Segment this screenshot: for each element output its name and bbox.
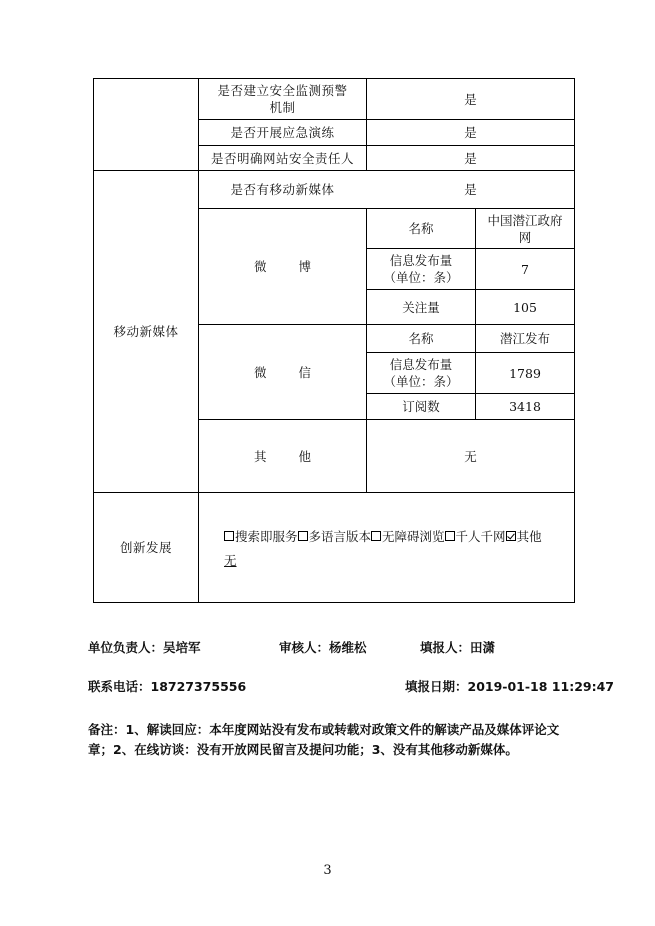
emergency-drill-value: 是: [464, 125, 477, 140]
emergency-drill-label: 是否开展应急演练: [230, 125, 335, 140]
security-monitoring-label: 是否建立安全监测预警机制: [217, 83, 348, 115]
wechat-subscribers-label: 订阅数: [402, 399, 440, 414]
option-personalized: 千人千网: [455, 529, 506, 544]
option-other: 其他: [516, 529, 542, 544]
weibo-label: 微 博: [254, 259, 325, 274]
innovation-section-label: 创新发展: [119, 540, 172, 555]
innovation-options: [224, 527, 542, 545]
weibo-name-value: 中国潜江政府网: [487, 212, 563, 245]
wechat-name-label: 名称: [408, 331, 434, 346]
innovation-other-value: 无: [224, 553, 237, 568]
weibo-name-label: 名称: [408, 221, 434, 236]
other-media-value: 无: [464, 448, 477, 464]
other-media-label: 其 他: [254, 448, 325, 464]
has-mobile-media-value: 是: [464, 182, 477, 197]
weibo-followers-value: 105: [513, 299, 537, 315]
wechat-posts-label: 信息发布量（单位：条）: [383, 357, 459, 389]
wechat-label: 微 信: [254, 364, 325, 380]
filler: 填报人：田潇: [420, 640, 496, 655]
has-mobile-media-label: 是否有移动新媒体: [230, 182, 335, 197]
option-multilingual: 多语言版本: [308, 529, 372, 544]
checkbox-other[interactable]: [506, 531, 516, 541]
wechat-name-value: 潜江发布: [499, 331, 550, 346]
wechat-subscribers-value: 3418: [509, 399, 541, 414]
unit-head: 单位负责人：吴培军: [88, 640, 201, 655]
remarks-note: 备注：1、解读回应：本年度网站没有发布或转载对政策文件的解读产品及媒体评论文章；2、在线访谈：没有开放网民留言及提问功能；3、没有其他移动新媒体。: [88, 722, 560, 757]
mobile-media-section-label: 移动新媒体: [113, 324, 179, 339]
reviewer: 审核人：杨维松: [279, 640, 367, 655]
weibo-posts-value: 7: [521, 261, 529, 277]
checkbox-personalized[interactable]: [445, 531, 455, 541]
contact-phone: 联系电话：18727375556: [88, 679, 247, 694]
weibo-posts-label: 信息发布量（单位：条）: [383, 253, 459, 285]
wechat-posts-value: 1789: [509, 365, 541, 381]
option-search-service: 搜索即服务: [235, 529, 298, 544]
checkbox-multilingual[interactable]: [298, 531, 308, 541]
option-accessibility: 无障碍浏览: [382, 529, 445, 544]
fill-date: 填报日期：2019-01-18 11:29:47: [405, 679, 614, 694]
weibo-followers-label: 关注量: [402, 299, 440, 315]
security-monitoring-value: 是: [464, 91, 477, 107]
page-number: 3: [323, 863, 332, 878]
security-officer-value: 是: [464, 150, 477, 166]
checkbox-accessibility[interactable]: [371, 531, 381, 541]
security-officer-label: 是否明确网站安全责任人: [210, 150, 354, 166]
checkbox-search-service[interactable]: [224, 531, 234, 541]
